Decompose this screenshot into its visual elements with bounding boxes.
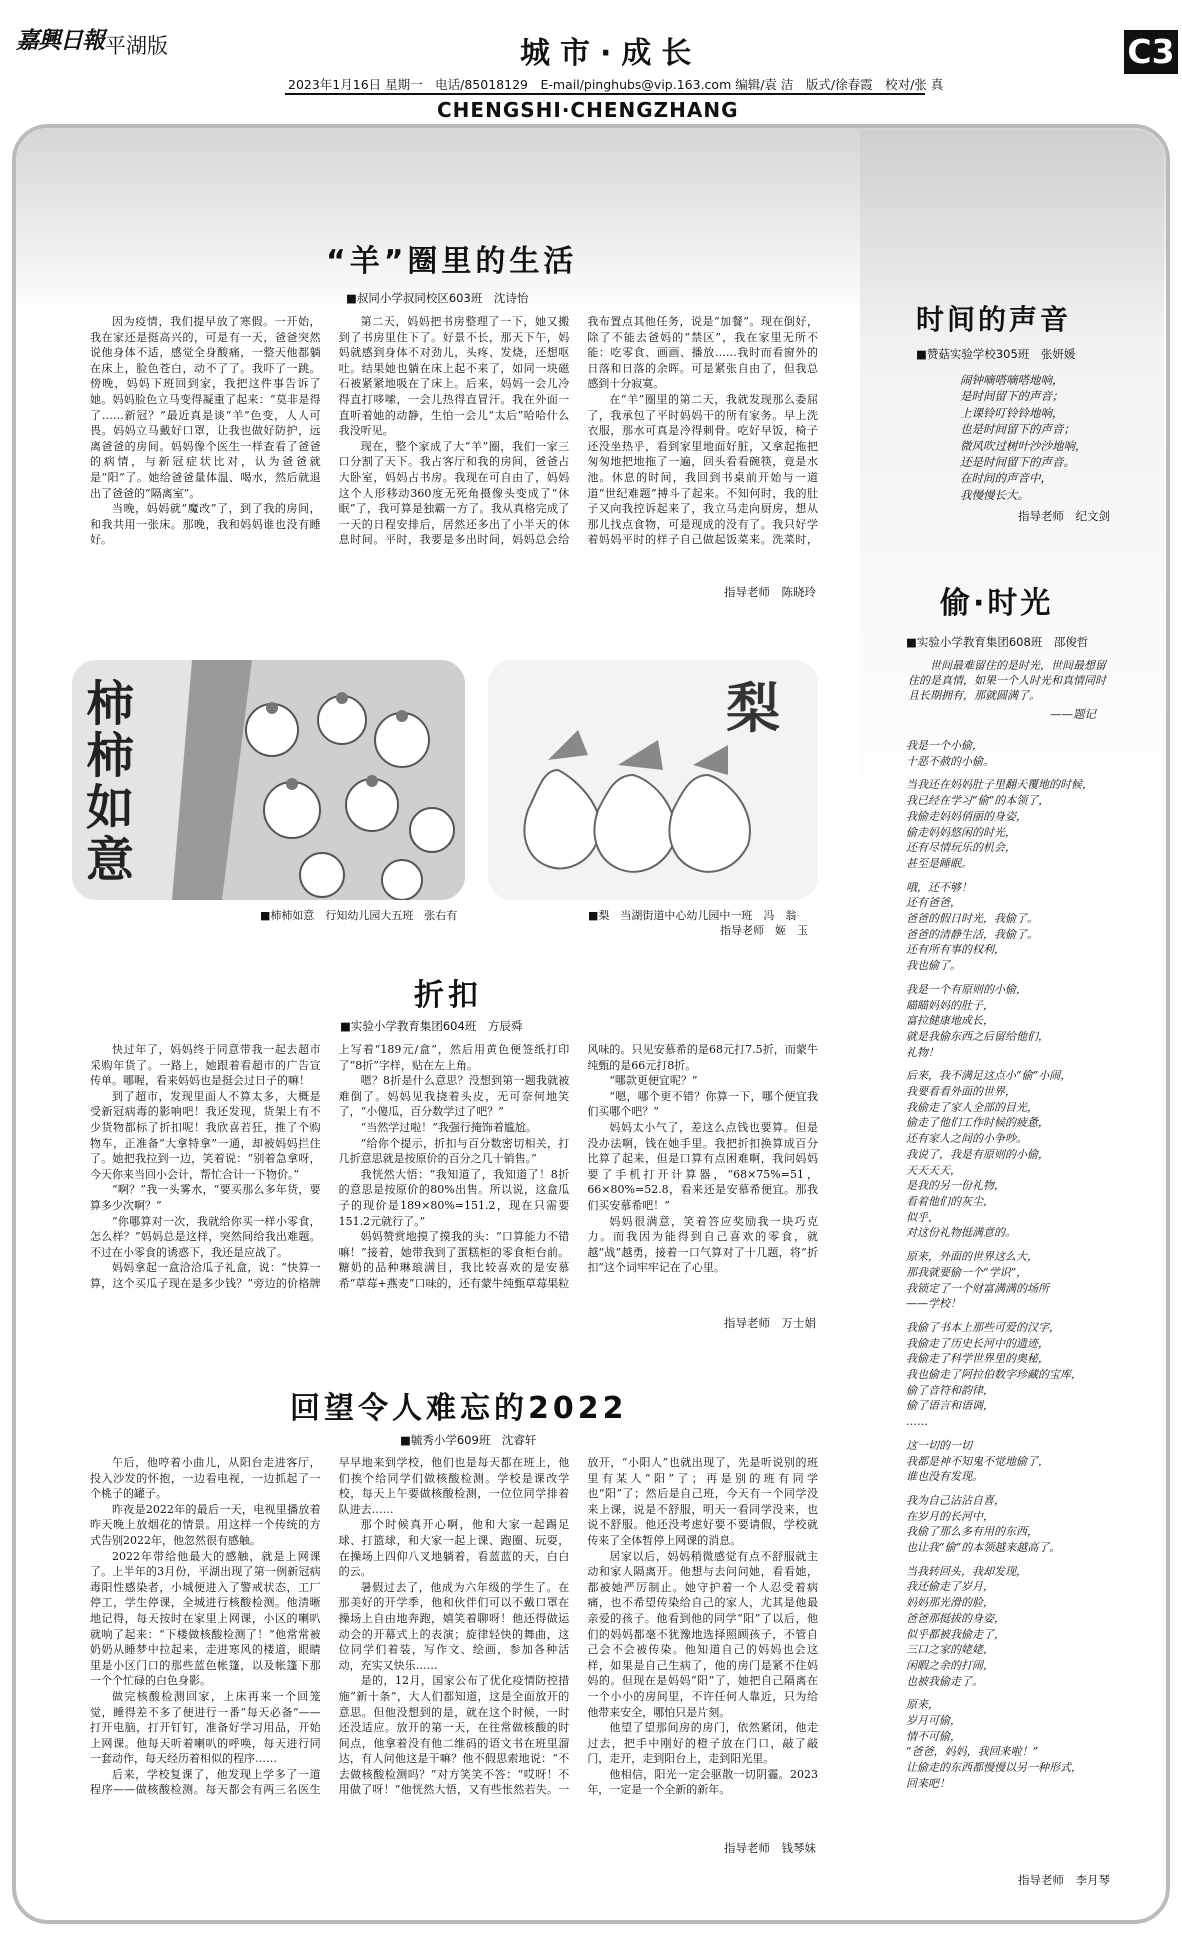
paragraph: 做完核酸检测回家，上床再来一个回笼觉，睡得差不多了便进行一番“每天必备”——打开电脑，打开钉钉，准备好学习用品，开始上网课。他每天听着喇叭的呼唤，每天进行同一套动作，每天经历着相似的程序…… (90, 1689, 321, 1766)
poem-line: 我偷走了家人全部的目光， (906, 1100, 1038, 1114)
poem-line: 谁也没有发现。 (906, 1470, 983, 1484)
paragraph: 到了超市，发现里面人不算太多，大概是受新冠病毒的影响吧！我还发现，货架上有不少货物都标了折扣呢！我欣喜若狂，推了个购物车，正准备“大拿特拿”一通，却被妈妈拦住了。她把我拉到一边，笑着说：“别着急拿呀，今天你来当回小会计，帮忙合计一下物价。” (90, 1089, 321, 1181)
poem-line: 上课铃叮铃铃地响， (960, 405, 1064, 420)
poem-line: 十恶不赦的小偷。 (906, 754, 994, 768)
poem1-byline: ■赞菇实验学校305班 张妍媛 (916, 347, 1076, 361)
paragraph: 妈妈赞赏地摸了摸我的头：“口算能力不错嘛！”接着，她带我到了蛋糕柜的零食柜台前。糖奶的品种琳琅满目，我比较喜欢的是安慕希“草莓+燕麦”口味的，还有蒙牛纯甄草莓果粒风味的。只见安慕希的是68元打7.5折，而蒙牛纯甄的是66元打8折。 (338, 1043, 818, 1290)
paragraph: “哪款更便宜呢？” (609, 1074, 698, 1088)
poem-line: 偷了音符和韵律， (906, 1383, 994, 1397)
poem-line: 甚至是睡眠。 (906, 856, 972, 870)
poem-line: 岁月可偷， (906, 1714, 961, 1728)
poem-line: 就是我偷东西之后留给他们， (906, 1029, 1049, 1043)
poem-line: 还是时间留下的声音。 (960, 455, 1075, 470)
poem-line: 偷走妈妈悠闲的时光， (906, 825, 1016, 839)
poem-line: 微风吹过树叶沙沙地响， (960, 438, 1087, 453)
poem-line: 那我就要偷一个“学识”， (906, 1265, 1028, 1279)
stanza-gap (906, 1060, 1156, 1068)
paragraph: 午后，他哼着小曲儿，从阳台走进客厅，投入沙发的怀抱，一边看电视，一边抓起了一个桃子的罐子。 (90, 1456, 321, 1501)
artwork-pear-teacher: 指导老师 姬 玉 (720, 924, 808, 937)
poem-line: 还有尽情玩乐的机会， (906, 841, 1016, 855)
poem-line: 我也偷了。 (906, 959, 961, 973)
poem-line: 爸爸的清静生活，我偷了。 (906, 927, 1038, 941)
article2-title: 折扣 (414, 978, 482, 1013)
poem-line: 我也偷走了阿拉伯数字珍藏的宝库， (906, 1368, 1082, 1382)
section-title: 城市·成长 (520, 36, 702, 71)
header-rule (285, 93, 925, 95)
poem-line: 在岁月的长河中， (906, 1509, 994, 1523)
paragraph: 妈妈太小气了，差这么点钱也要算。但是没办法啊，钱在她手里。我把折扣换算成百分比算了起来，但是口算有点困难啊，我问妈妈要了手机打开计算器，“68×75%=51，66×80%=52.8，看来还是安慕希便宜。那我们买安慕希吧！” (587, 1120, 818, 1212)
poem2-teacher: 指导老师 李月琴 (1018, 1873, 1110, 1887)
stanza-gap (906, 769, 1156, 777)
poem-line: 是时间留下的声音； (960, 389, 1064, 404)
stanza-gap (906, 1430, 1156, 1438)
poem-line: 我偷走了历史长河中的遗迹， (906, 1336, 1049, 1350)
poem-line: 在时间的声音中， (960, 471, 1052, 486)
poem-line: 对这份礼物挺满意的。 (906, 1226, 1016, 1240)
poem-line: 原来， (906, 1698, 939, 1712)
stanza-gap (906, 1792, 1156, 1800)
newspaper-logo: 嘉興日報 (16, 27, 104, 54)
paragraph: 嗯？8折是什么意思？没想到第一题我就被难倒了。妈妈见我挠着头皮，无可奈何地笑了，“小傻瓜，百分数学过了吧？” (338, 1074, 570, 1119)
article1-teacher: 指导老师 陈晓玲 (724, 585, 816, 599)
stanza-gap (906, 974, 1156, 982)
paragraph: 居家以后，妈妈稍微感觉有点不舒服就主动和家人隔离开。他想与去问问她，看看她，都被她严厉制止。她守护着一个人忍受着病痛，也不希望传染给自己的家人，尤其是他最亲爱的孩子。他看到他的同学“阳”了以后，他们的妈妈都毫不犹豫地选择照顾孩子，不管自己会不会被传染。他知道自己的妈妈也会这样，如果是自己生病了，他的房门是紧不住妈妈的。但现在是妈妈“阳”了，她把自己隔离在一个小小的房间里，不许任何人靠近，只为给他带来安全，哪怕只是片刻。 (587, 1549, 818, 1719)
paragraph: 因为疫情，我们提早放了寒假。一开始，我在家还是挺高兴的，可是有一天，爸爸突然说他身体不适，感觉全身酸痛，一整天他都躺在床上，脸色苍白，动不了了。我吓了一跳。傍晚，妈妈下班回到家，我把这件事告诉了她。妈妈脸色立马变得凝重了起来：“莫非是得了……新冠？”最近真是谈“羊”色变，人人可畏。妈妈立马戴好口罩，让我也做好防护，远离爸爸的房间。妈妈像个医生一样查看了爸爸的病情，与新冠症状比对，认为爸爸就是“阳”了。她给爸爸量体温、喝水，然后就退出了爸爸的“隔离室”。 (90, 315, 321, 500)
poem-line: 我偷走妈妈俏丽的身姿， (906, 809, 1027, 823)
poem-line: 瞄瞄妈妈的肚子， (906, 998, 994, 1012)
poem-line: 回来吧！ (906, 1776, 950, 1790)
paragraph: 是的，12月，国家公布了优化疫情防控措施“新十条”，大人们都知道，这是全面放开的意思。但他没想到的是，就在这个时候，一时还没适应。放开的第一天，在往常做核酸的时间点，他拿着没有他二维码的语文书在班里溜达，有人问他这是干嘛？他不假思索地说：“不去做核酸检测吗？”对方笑笑不答：“哎呀！不用做了呀！”他恍然大悟，又有些怅然若失。一放开，“小阳人”也就出现了，先是听说别的班里有某人“阳”了；再是别的班有同学也“阳”了；然后是自己班，今天有一个同学没来上课，说是不舒服，明天一看同学没来，也说不舒服。他还没考虑好要不要请假，学校就传来了全体暂停上网课的消息。 (338, 1456, 818, 1797)
poem-line: 似乎都被我偷走了， (906, 1627, 1005, 1641)
poem-line: 还有家人之间的小争吵。 (906, 1132, 1027, 1146)
poem-line: 我慢慢长大。 (960, 487, 1029, 502)
stanza-gap (906, 1689, 1156, 1697)
paragraph: 他望了望那间房的房门，依然紧闭，他走过去，把手中刚好的橙子放在门口，敲了敲门，走开，走到阳台上，走到阳光里。 (587, 1721, 818, 1766)
poem-line: 看着他们的灰尘， (906, 1194, 994, 1208)
artwork-persimmon-caption: ■柿柿如意 行知幼儿园大五班 张右有 (260, 909, 458, 922)
page-code-badge: C3 (1124, 30, 1178, 74)
poem-line: 我偷了那么多有用的东西， (906, 1525, 1038, 1539)
poem-line: 我要看看外面的世界， (906, 1085, 1016, 1099)
poem-line: 让偷走的东西都慢慢以另一种形式， (906, 1761, 1082, 1775)
poem-line: 闹钟嘀嗒嘀嗒地响， (960, 373, 1064, 387)
paragraph: “你哪算对一次，我就给你买一样小零食，怎么样？”妈妈总是这样，突然间给我出难题。不过在小零食的诱惑下，我还是应战了。 (90, 1214, 321, 1259)
poem-line: 礼物！ (906, 1045, 939, 1059)
poem-line: 我说了，我是有原则的小偷， (906, 1147, 1049, 1161)
poem-line: 原来，外面的世界这么大， (906, 1250, 1038, 1264)
poem1-lines (960, 372, 1150, 503)
poem2-title: 偷·时光 (940, 586, 1054, 621)
paragraph: 第二天，妈妈把书房整理了一下，她又搬到了书房里住下了。好景不长，那天下午，妈妈就感到身体不对劲儿，头疼、发烧，还想呕吐。结果她也躺在床上起不来了，如同一块磁石被紧紧地吸在了床上。后来，妈妈一会儿冷得直打哆嗦，一会儿热得直冒汗。我在外面一直听着她的动静，生怕一会儿“太后”哈哈什么我没听见。 (338, 315, 570, 438)
poem-line: 是我的另一份礼物， (906, 1179, 1005, 1193)
paragraph: “啊？”我一头雾水，“要买那么多年货，要算多少次啊？” (90, 1183, 321, 1212)
poem1-title: 时间的声音 (916, 303, 1072, 336)
poem-line: 我锁定了一个财富满满的场所 (906, 1281, 1049, 1295)
poem-line: 爸爸的假日时光，我偷了。 (906, 912, 1038, 926)
article1-byline: ■叔同小学叔同校区603班 沈诗怡 (346, 291, 529, 305)
stanza-gap (906, 1241, 1156, 1249)
paragraph: 现在，整个家成了大“羊”圈，我们一家三口分割了天下。我占客厅和我的房间，爸爸占大卧室，妈妈占书房。我现在可自由了，妈妈这个人形移动360度无死角摄像头变成了“休眠”了，我可算是独霸一方了。我从真格完成了一天的日程安排后，居然还多出了小半天的休息时间。平时，我要是多出时间，妈妈总会给我布置点其他任务，说是“加餐”。现在倒好，除了不能去爸妈的“禁区”，我在家里无所不能：吃零食、画画、播放……我时而看窗外的日落和日落的余晖。可是紧张自由了，但我总感到十分寂寞。 (338, 315, 818, 547)
poem-line: 还有所有事的权利， (906, 943, 1005, 957)
poem-line: 爸爸那挺拔的身姿， (906, 1611, 1005, 1625)
poem2-epigraph: 世间最难留住的是时光，世间最想留住的是真情，如果一个人时光和真情同时且长期拥有，那就圆满了。 (908, 659, 1106, 702)
paragraph: 昨夜是2022年的最后一天，电视里播放着昨天晚上放烟花的情景。用这样一个传统的方式告别2022年，他忽然很有感触。 (90, 1502, 321, 1547)
poem-line: 当我还在妈妈肚子里翻天覆地的时候， (906, 778, 1093, 792)
poem-line: 也被我偷走了。 (906, 1674, 983, 1688)
poem-line: 似乎， (906, 1210, 939, 1224)
artwork-pear (488, 660, 818, 900)
artwork-persimmon-title: 柿柿如意 (86, 676, 135, 888)
paragraph: “嗯，哪个更不错？你算一下，哪个便宜我们买哪个吧？” (587, 1089, 818, 1119)
poem-line: 这一切的一切 (906, 1438, 972, 1452)
poem-line: 偷了语言和语调， (906, 1399, 994, 1413)
paragraph: 快过年了，妈妈终于同意带我一起去超市采购年货了。一路上，她跟着看超市的广告宣传单。哪喔，看来妈妈也是挺会过日子的嘛！ (90, 1043, 321, 1088)
paragraph: 2022年带给他最大的感触，就是上网课了。上半年的3月份，平湖出现了第一例新冠病毒阳性感染者，小城便进入了警戒状态，工厂停工，学生停课，全城进行核酸检测。他清晰地记得，每天按时在家里上网课，小区的喇叭就响了起来：“下楼做核酸检测了！”他常常被奶奶从睡梦中拉起来，走进寒风的楼道，眼睛里是小区门口的那些蓝色帐篷，以及帐篷下那一个个忙碌的白色身影。 (90, 1549, 321, 1688)
poem-line: 还有爸爸， (906, 896, 961, 910)
poem-line: 情不可偷， (906, 1729, 961, 1743)
poem2-byline: ■实验小学教育集团608班 邵俊哲 (906, 635, 1089, 649)
poem-line: 当我转回头，我却发现， (906, 1564, 1027, 1578)
poem-line: 哦，还不够！ (906, 880, 972, 894)
poem-line: 我是一个小偷， (906, 739, 983, 752)
paragraph: 在“羊”圈里的第二天，我就发现那么委屈了，我承包了平时妈妈干的所有家务。早上洗衣服，那水可真是冷得刺骨。吃好早饭，椅子还没坐热乎，看到家里地面好脏，又拿起拖把匆匆地把地拖了一遍，回头看看碗筷，竟是水池。休息的时间，我回到书桌前开始与一道道“世纪难题”搏斗了起来。不知何时，我的肚子又向我控诉起来了，我立马走向厨房，想从那儿找点食物，可是现成的没有了。我只好学着妈妈平时的样子自己做起饭菜来。洗菜时， (587, 392, 818, 547)
poem-line: 我偷走了科学世界里的奥秘， (906, 1352, 1049, 1366)
poem-line: 我为自己沾沾自喜， (906, 1493, 1005, 1507)
poem-line: 也让我“偷”的本领越来越高了。 (906, 1541, 1061, 1555)
stanza-gap (906, 1485, 1156, 1493)
poem-line: 我还偷走了岁月， (906, 1580, 994, 1594)
poem-line: 天天天天， (906, 1163, 961, 1177)
poem-line: 我都是神不知鬼不觉地偷了， (906, 1454, 1049, 1468)
poem2-epigraph-source: ——题记 (1050, 707, 1096, 721)
poem-line: 闲暇之余的打闹， (906, 1658, 994, 1672)
paragraph: 妈妈拿起一盒洽洽瓜子礼盒，说：“快算一算，这个买瓜子现在是多少钱？”旁边的价格牌上写着“189元/盒”，然后用黄色便签纸打印了“8折”字样，贴在左上角。 (90, 1043, 570, 1290)
article1-body (90, 314, 818, 562)
poem-line: 三口之家的姥姥， (906, 1643, 994, 1657)
paragraph: 我恍然大悟：“我知道了，我知道了！8折的意思是按原价的80%出售。所以说，这盒瓜子的现价是189×80%=151.2，现在只需要151.2元就行了。” (338, 1167, 570, 1228)
article2-byline: ■实验小学教育集团604班 方辰舜 (340, 1019, 523, 1033)
artwork-persimmon (72, 660, 465, 900)
poem-line: …… (906, 1415, 928, 1429)
article2-teacher: 指导老师 万士娟 (724, 1316, 816, 1330)
poem-line: 后来，我不满足这点小“偷”小闹， (906, 1069, 1072, 1083)
poem2-lines (906, 738, 1156, 1838)
poem-line: “爸爸，妈妈，我回来啦！” (906, 1745, 1039, 1759)
poem-line: 妈妈那光滑的脸， (906, 1596, 994, 1610)
poem-line: 我已经在学习“偷”的本领了， (906, 794, 1050, 808)
paragraph: 那个时候真开心啊，他和大家一起踢足球、打篮球，和大家一起上课、跑圈、玩耍，在操场上四仰八叉地躺着，看蓝蓝的天，白白的云。 (338, 1518, 570, 1579)
artwork-pear-caption: ■梨 当湖街道中心幼儿园中一班 冯 翁 (588, 909, 797, 922)
article2-body (90, 1042, 818, 1292)
stanza-gap (906, 1556, 1156, 1564)
poem-line: 富拉健康地成长， (906, 1014, 994, 1028)
poem-line: 我是一个有原则的小偷， (906, 982, 1027, 996)
paragraph: 暑假过去了，他成为六年级的学生了。在那美好的开学季，他和伙伴们可以不戴口罩在操场上自由地奔跑，嬉笑着聊呀！他还得做运动会的开幕式上的表演；旋律轻快的舞曲，这位同学们着装，写作文、绘画，参加各种活动，充实又快乐…… (338, 1580, 570, 1672)
poem-line: 也是时间留下的声音； (960, 422, 1075, 437)
paragraph: 妈妈很满意，笑着答应奖励我一块巧克力。而我因为能得到自己喜欢的零食，就越“战”越勇，接着一口气算对了十几题，将“折扣”这个词牢牢记在了心里。 (587, 1214, 818, 1275)
issue-meta-line: 2023年1月16日 星期一 电话/85018129 E-mail/pinghubs@vip.163.com 编辑/袁 洁 版式/徐春霞 校对/张 真 (288, 77, 944, 92)
paragraph: 他相信，阳光一定会驱散一切阴霾。2023年，一定是一个全新的新年。 (587, 1767, 818, 1797)
article3-title: 回望令人难忘的2022 (290, 1391, 628, 1426)
section-pinyin: CHENGSHI·CHENGZHANG (437, 98, 739, 122)
stanza-gap (906, 1312, 1156, 1320)
article1-title: “羊”圈里的生活 (326, 244, 578, 279)
poem-line: 偷走了他们工作时候的疲惫， (906, 1116, 1049, 1130)
paragraph: 后来，学校复课了，他发现上学多了一道程序——做核酸检测。每天都会有两三名医生早早地来到学校，他们也是每天都在班上，他们挨个给同学们做核酸检测。学校是课改学校，每天上午要做核酸检测，一位位同学排着队进去…… (90, 1456, 570, 1797)
edition-label: 平湖版 (105, 34, 168, 58)
article3-body (90, 1455, 818, 1817)
stanza-gap (906, 872, 1156, 880)
paragraph: “给你个提示，折扣与百分数密切相关，打几折意思就是按原价的百分之几十销售。” (338, 1136, 570, 1166)
artwork-pear-title: 梨 (726, 676, 780, 740)
poem-line: 我偷了书本上那些可爱的汉字， (906, 1320, 1060, 1334)
poem-line: ——学校！ (906, 1297, 961, 1311)
paragraph: “当然学过啦！”我强行掩饰着尴尬。 (360, 1120, 537, 1134)
poem1-teacher: 指导老师 纪文剑 (1018, 509, 1110, 523)
paragraph: 当晚，妈妈就“魔改”了，到了我的房间，和我共用一张床。那晚，我和妈妈谁也没有睡好。 (90, 502, 321, 547)
article3-byline: ■毓秀小学609班 沈睿轩 (400, 1433, 537, 1447)
article3-teacher: 指导老师 钱琴妹 (724, 1841, 816, 1855)
